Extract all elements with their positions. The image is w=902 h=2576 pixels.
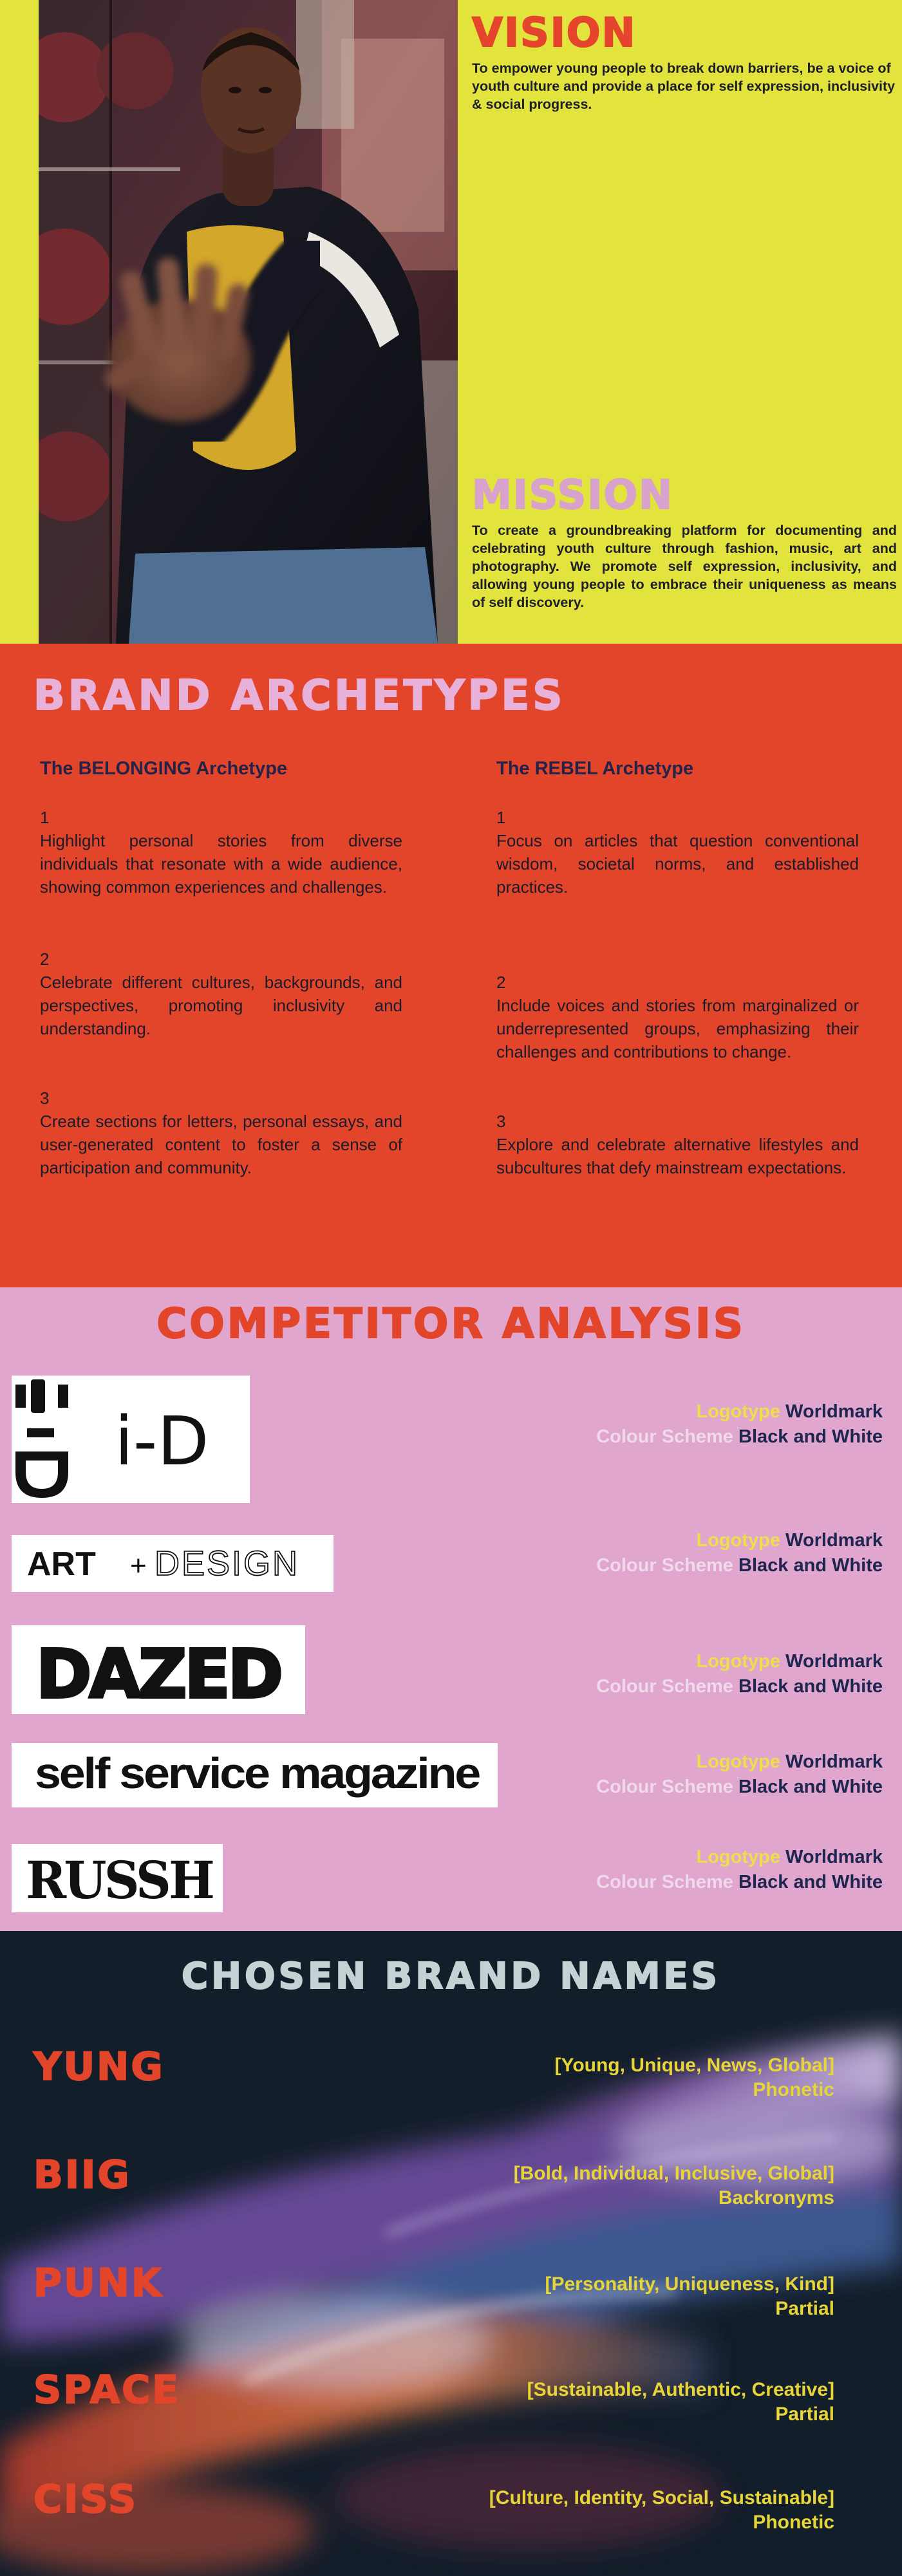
brand-name-words: [Bold, Individual, Inclusive, Global] (513, 2163, 834, 2184)
brand-name-type: Partial (775, 2298, 834, 2319)
archetype-item (40, 947, 402, 1040)
item-text: Focus on articles that question conventional wisdom, societal norms, and established practices. (496, 831, 859, 897)
meta-label: Logotype (696, 1651, 780, 1672)
competitor-meta (596, 1649, 883, 1699)
meta-label: Colour Scheme (596, 1426, 733, 1447)
meta-value: Worldmark (785, 1401, 883, 1422)
meta-value: Black and White (738, 1676, 883, 1697)
competitor-analysis-section (0, 1287, 902, 1931)
id-logo (12, 1376, 250, 1503)
vision-title: VISION (472, 9, 637, 56)
meta-value: Worldmark (785, 1651, 883, 1672)
meta-value: Black and White (738, 1872, 883, 1892)
item-number: 2 (40, 949, 50, 969)
archetype-item (496, 1110, 859, 1179)
logo-plus: + (130, 1550, 147, 1582)
mission-text: To create a groundbreaking platform for documenting and celebrating youth culture through fashion, music, art and photography. We promote self expression, inclusivity, and allowing young people to embrace their uniqueness as means of self discovery. (472, 523, 897, 610)
brand-name-type: Phonetic (753, 2079, 834, 2100)
hero-photo (39, 0, 458, 644)
brand-name-words: [Personality, Uniqueness, Kind] (545, 2273, 834, 2295)
mission-title: MISSION (472, 471, 673, 518)
item-text: Highlight personal stories from diverse individuals that resonate with a wide audience, showing common experiences and challenges. (40, 831, 402, 897)
archetype-item (40, 1087, 402, 1179)
item-text: Create sections for letters, personal essays, and user-generated content to foster a sense of participation and community. (40, 1112, 402, 1177)
item-number: 1 (40, 808, 50, 827)
russh-logo-text: RUSSH (26, 1850, 213, 1910)
competitor-meta (596, 1750, 883, 1800)
brand-name-type: Phonetic (753, 2512, 834, 2533)
dazed-logo (12, 1625, 305, 1714)
dazed-logo-text: DAZED (36, 1635, 281, 1713)
brand-name-words: [Young, Unique, News, Global] (554, 2055, 834, 2076)
meta-value: Black and White (738, 1426, 883, 1447)
item-text: Celebrate different cultures, backgrounds, and perspectives, promoting inclusivity and understanding. (40, 973, 402, 1038)
item-text: Include voices and stories from marginalized or underrepresented groups, emphasizing their challenges and contributions to change. (496, 996, 859, 1061)
meta-value: Black and White (738, 1555, 883, 1576)
logo-word-design: DESIGN (155, 1544, 300, 1583)
brand-name: CISS (33, 2477, 138, 2522)
meta-label: Colour Scheme (596, 1555, 733, 1576)
rebel-archetype-column (496, 758, 859, 1177)
brand-name: YUNG (33, 2044, 165, 2089)
meta-label: Colour Scheme (596, 1777, 733, 1797)
item-text: Explore and celebrate alternative lifestyles and subcultures that defy mainstream expectations. (496, 1135, 859, 1177)
item-number: 3 (496, 1112, 506, 1131)
brand-name: PUNK (33, 2261, 164, 2306)
russh-logo (12, 1844, 223, 1912)
brand-name: SPACE (33, 2367, 181, 2413)
brand-names-title: CHOSEN BRAND NAMES (181, 1955, 721, 1997)
vision-text: To empower young people to break down barriers, be a voice of youth culture and provide a place for self expression, inclusivity & social progress. (472, 61, 896, 112)
brand-name-description (489, 2486, 834, 2535)
art-design-logo (12, 1535, 334, 1592)
competitor-meta (596, 1845, 883, 1895)
vision-mission-section (0, 0, 902, 644)
meta-value: Worldmark (785, 1530, 883, 1551)
item-number: 2 (496, 973, 506, 992)
meta-label: Colour Scheme (596, 1872, 733, 1892)
archetype-item (496, 806, 859, 899)
mission-block (472, 471, 897, 611)
competitor-title: COMPETITOR ANALYSIS (156, 1300, 746, 1348)
archetype-heading: The BELONGING Archetype (40, 758, 288, 779)
archetype-item (496, 971, 859, 1063)
brand-name-description (545, 2272, 834, 2321)
meta-label: Logotype (696, 1530, 780, 1551)
brand-names-section (0, 1931, 902, 2576)
brand-name: BIIG (33, 2152, 131, 2198)
brand-name-description (555, 2053, 834, 2102)
brand-name-type: Partial (775, 2403, 834, 2425)
meta-label: Colour Scheme (596, 1676, 733, 1697)
brand-archetypes-section (0, 644, 902, 1287)
belonging-archetype-column (40, 758, 402, 1177)
archetypes-title: BRAND ARCHETYPES (33, 672, 566, 720)
vision-block (472, 9, 897, 113)
meta-label: Logotype (696, 1401, 780, 1422)
item-number: 1 (496, 808, 506, 827)
meta-label: Logotype (696, 1751, 780, 1772)
brand-name-words: [Culture, Identity, Social, Sustainable] (489, 2487, 834, 2508)
brand-name-words: [Sustainable, Authentic, Creative] (527, 2379, 834, 2400)
self-service-logo-text: self service magazine (35, 1749, 480, 1798)
archetype-heading: The REBEL Archetype (496, 758, 694, 779)
id-logo-text: i-D (115, 1402, 209, 1480)
meta-value: Black and White (738, 1777, 883, 1797)
brand-name-description (527, 2378, 834, 2427)
self-service-logo (12, 1743, 498, 1807)
meta-value: Worldmark (785, 1847, 883, 1867)
meta-label: Logotype (696, 1847, 780, 1867)
competitor-meta (596, 1399, 883, 1450)
brand-name-description (514, 2161, 834, 2210)
logo-word-art: ART (27, 1545, 96, 1583)
competitor-meta (596, 1528, 883, 1578)
meta-value: Worldmark (785, 1751, 883, 1772)
brand-name-type: Backronyms (718, 2187, 834, 2208)
item-number: 3 (40, 1088, 50, 1108)
archetype-item (40, 806, 402, 899)
